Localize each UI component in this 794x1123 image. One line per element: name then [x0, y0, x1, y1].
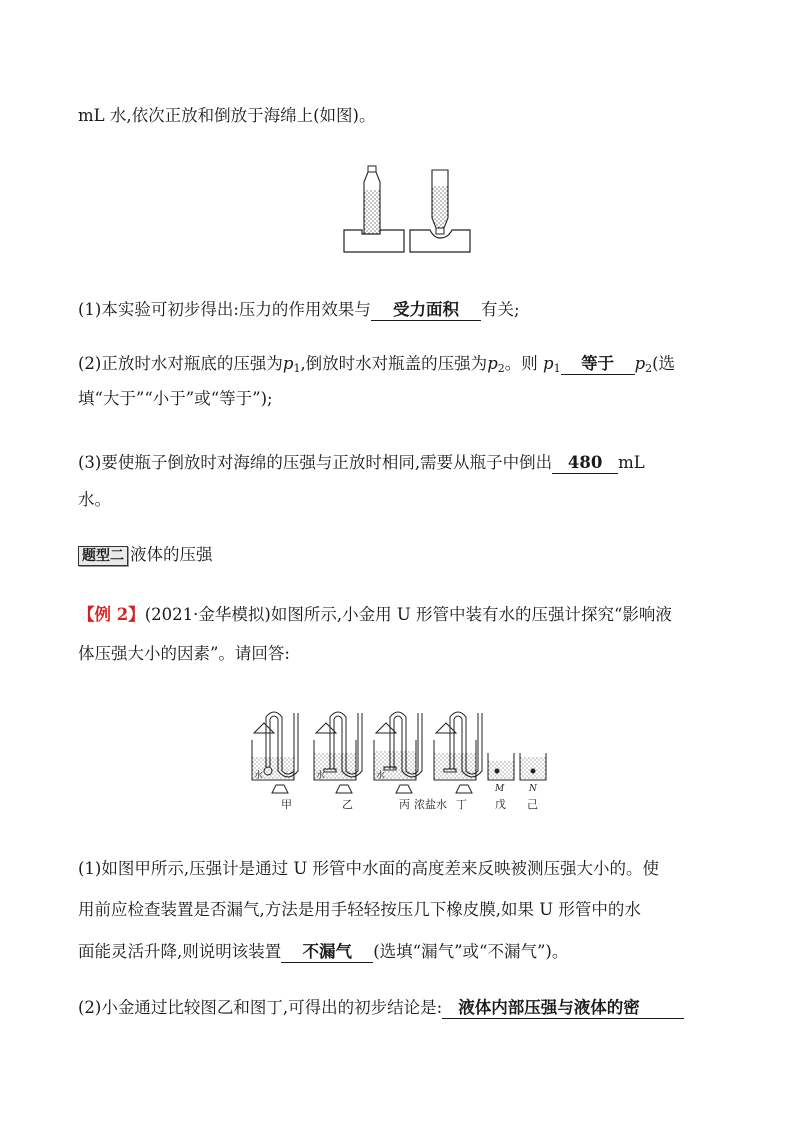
question-2-line2: 填“大于”“小于”或“等于”); [78, 389, 273, 408]
label-M: M [495, 784, 505, 794]
sponge-right [410, 230, 470, 252]
pressure-gauge-figure [248, 705, 558, 815]
label-water-1: 水 [254, 771, 264, 781]
example-line1: 【例 2】(2021·金华模拟)如图所示,小金用 U 形管中装有水的压强计探究“影响液 [78, 605, 672, 624]
gauge-ding [434, 712, 482, 793]
question-3: (3)要使瓶子倒放时对海绵的压强与正放时相同,需要从瓶子中倒出 480 mL [78, 453, 645, 472]
label-ding: 丁 [456, 798, 467, 811]
label-yi: 乙 [342, 798, 353, 811]
label-water-2: 水 [316, 771, 326, 781]
label-bing: 丙 [399, 798, 410, 811]
example-line2: 体压强大小的因素”。请回答: [78, 644, 290, 663]
answer-blank-4: 不漏气 [281, 942, 373, 963]
inverted-bottle [432, 170, 448, 234]
answer-blank-2: 等于 [561, 354, 635, 375]
label-jia: 甲 [281, 798, 292, 811]
label-N: N [529, 784, 537, 794]
example-label: 【例 2】 [78, 605, 145, 624]
upright-bottle [364, 166, 380, 234]
answer-blank-3: 480 [552, 453, 618, 474]
answer-blank-5: 液体内部压强与液体的密 [442, 998, 684, 1019]
part1-line2: 用前应检查装置是否漏气,方法是用手轻轻按压几下橡皮膜,如果 U 形管中的水 [78, 900, 641, 919]
label-ji: 己 [527, 798, 538, 811]
part2-line1: (2)小金通过比较图乙和图丁,可得出的初步结论是: 液体内部压强与液体的密 [78, 996, 684, 1020]
answer-blank-1: 受力面积 [371, 300, 481, 321]
part1-line1: (1)如图甲所示,压强计是通过 U 形管中水面的高度差来反映被测压强大小的。使 [78, 859, 660, 878]
beaker-ji [520, 753, 546, 780]
question-2: (2)正放时水对瓶底的压强为$p_1$,倒放时水对瓶盖的压强为$p_2$。则 $p_1$ 等于 $p_2$(选 [78, 354, 676, 375]
intro-line: mL 水,依次正放和倒放于海绵上(如图)。 [78, 106, 376, 125]
label-wu: 戊 [495, 798, 506, 811]
question-1: (1)本实验可初步得出:压力的作用效果与 受力面积 有关; [78, 300, 520, 319]
section-tag: 题型二 [78, 546, 128, 566]
label-water-3: 水 [376, 771, 386, 781]
beaker-wu [488, 753, 514, 780]
part1-line3: 面能灵活升降,则说明该装置 不漏气 (选填“漏气”或“不漏气”)。 [78, 942, 569, 961]
bottle-figure [340, 160, 480, 256]
section-heading: 题型二 液体的压强 [78, 543, 213, 567]
question-3-line2: 水。 [78, 490, 111, 509]
label-brine: 浓盐水 [414, 798, 447, 811]
